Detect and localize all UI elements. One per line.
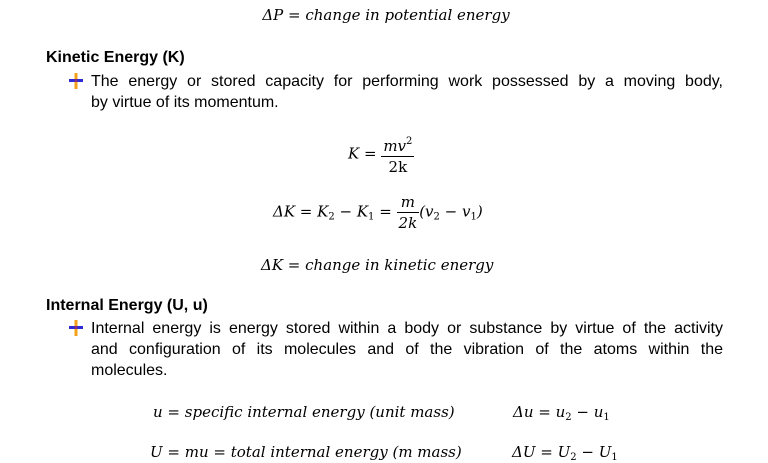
bullet-cross-icon: [66, 71, 86, 91]
internal-energy-heading: Internal Energy (U, u): [46, 297, 208, 314]
kinetic-energy-formula: [348, 132, 414, 177]
formula-lhs: K =: [348, 144, 377, 163]
specific-internal-energy-equation: u = specific internal energy (unit mass): [153, 403, 455, 421]
paragraph-line: and configuration of its molecules and of the vibration of the atoms within the: [91, 341, 723, 358]
fraction-denominator: 2k: [388, 158, 408, 176]
kinetic-energy-heading: Kinetic Energy (K): [46, 49, 185, 66]
delta-k-change-equation: ΔK = change in kinetic energy: [261, 256, 494, 274]
paragraph-line: molecules.: [91, 362, 168, 379]
fraction: [381, 132, 414, 177]
bullet-cross-icon: [66, 318, 86, 338]
fraction-denominator: 2k: [398, 214, 418, 232]
delta-u-equation: $\Delta u = u_2 - u_1$: [513, 403, 610, 423]
fraction-numerator: $mv^2$: [381, 132, 414, 157]
paragraph-line: The energy or stored capacity for performing work possessed by a moving body,: [91, 73, 723, 90]
paragraph-line: Internal energy is energy stored within a body or substance by virtue of the activity: [91, 320, 723, 337]
delta-kinetic-energy-formula: $\Delta K = K_2 - K_1$ = $\frac{m}{2k}$ $(v_2 - v_1)$: [273, 193, 483, 232]
delta-p-equation: ΔP = change in potential energy: [262, 6, 510, 24]
kinetic-energy-description: [91, 71, 723, 113]
internal-energy-description: [91, 318, 723, 381]
delta-U-equation: $\Delta U = U_2 - U_1$: [512, 443, 618, 463]
fraction: [397, 192, 420, 233]
paragraph-line: by virtue of its momentum.: [91, 94, 279, 111]
fraction-numerator: m: [397, 192, 420, 213]
total-internal-energy-equation: U = mu = total internal energy (m mass): [150, 443, 462, 461]
